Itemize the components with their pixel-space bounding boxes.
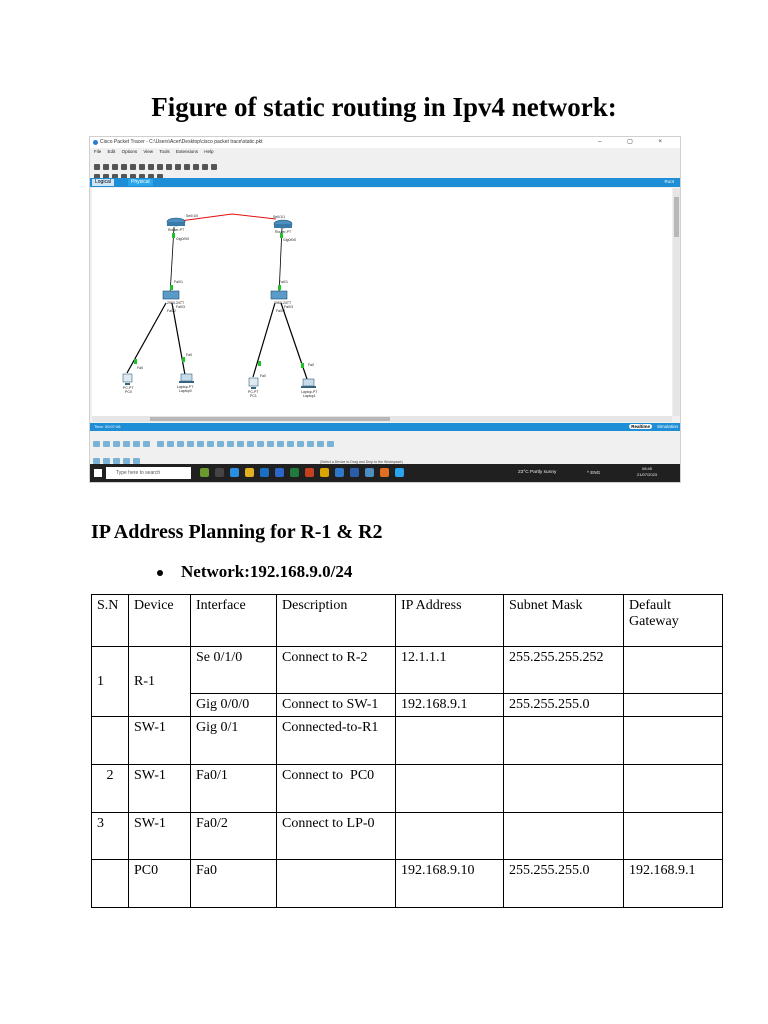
packet-tracer-screenshot: [89, 136, 681, 483]
cell-mask: 255.255.255.252: [504, 647, 624, 694]
cell-gateway: [624, 717, 723, 765]
cell-ip: [396, 765, 504, 813]
r1-serial-label: Se0/1/0: [186, 214, 199, 218]
pc1-port-label: Fa0: [260, 374, 267, 378]
header-subnet-mask: Subnet Mask: [504, 595, 624, 647]
switch-sw2[interactable]: [271, 291, 287, 299]
cell-mask: 255.255.255.0: [504, 694, 624, 717]
device-model-icon[interactable]: [327, 441, 334, 447]
taskbar-clock[interactable]: [637, 466, 657, 478]
lp0-port-label: Fa0: [186, 353, 193, 357]
ip-address-table: [91, 594, 723, 908]
menu-tools[interactable]: Tools: [159, 149, 170, 154]
cell-description: Connected-to-R1: [277, 717, 396, 765]
cell-description: Connect to LP-0: [277, 813, 396, 860]
cell-description: Connect to R-2: [277, 647, 396, 694]
menu-view[interactable]: View: [143, 149, 154, 154]
cell-device: PC0: [129, 860, 191, 908]
edge-icon[interactable]: [230, 468, 239, 477]
menu-file[interactable]: File: [94, 149, 102, 154]
cell-sn: [92, 717, 129, 765]
windows-start-icon[interactable]: [94, 469, 102, 477]
switch-category-icon[interactable]: [103, 441, 110, 447]
device-model-icon[interactable]: [287, 441, 294, 447]
mail-icon[interactable]: [275, 468, 284, 477]
device-model-icon[interactable]: [177, 441, 184, 447]
r2-serial-label: Se0/1/1: [273, 215, 286, 219]
device-model-icon[interactable]: [247, 441, 254, 447]
word-icon[interactable]: [350, 468, 359, 477]
cell-sn: 3: [92, 813, 129, 860]
drag-drop-hint: (Select a Device to Drag and Drop to the Workspace): [320, 460, 403, 464]
table-row: [92, 717, 723, 765]
menu-help[interactable]: Help: [204, 149, 214, 154]
device-model-icon[interactable]: [207, 441, 214, 447]
chrome-icon[interactable]: [320, 468, 329, 477]
cell-device: SW-1: [129, 765, 191, 813]
menu-extensions[interactable]: Extensions: [175, 149, 198, 154]
lp1-name-label: Laptop1: [303, 394, 316, 398]
vertical-scroll-thumb[interactable]: [674, 197, 679, 237]
pc1-name-label: PC1: [250, 394, 257, 398]
cell-mask: [504, 813, 624, 860]
tab-physical[interactable]: Physical: [128, 179, 153, 186]
vscode-icon[interactable]: [335, 468, 344, 477]
cell-sn: 1: [92, 647, 129, 717]
lp1-type-label: Laptop-PT: [301, 390, 318, 394]
cell-gateway: [624, 765, 723, 813]
vlc-icon[interactable]: [380, 468, 389, 477]
cell-ip: [396, 813, 504, 860]
device-model-icon[interactable]: [237, 441, 244, 447]
security-category-icon[interactable]: [133, 441, 140, 447]
header-default-gateway: Default Gateway: [624, 595, 723, 647]
horizontal-scroll-thumb[interactable]: [150, 417, 390, 421]
r1-type-label: Router-PT: [168, 228, 185, 232]
cell-gateway: [624, 694, 723, 717]
taskbar-apps: [200, 468, 410, 479]
cell-interface: Fa0/1: [191, 765, 277, 813]
sw2-type-label: 2960-24TT: [274, 301, 292, 305]
window-title: Cisco Packet Tracer - C:\Users\Acer\Desktop\cisco packet trace\static.pkt: [100, 139, 263, 145]
avocado-app-icon[interactable]: [200, 468, 209, 477]
switch-sw1[interactable]: [163, 291, 179, 299]
table-row: [92, 647, 723, 694]
device-model-icon[interactable]: [227, 441, 234, 447]
lp0-name-label: Laptop0: [179, 389, 192, 393]
simulation-mode-button[interactable]: Simulation: [656, 424, 678, 429]
packet-tracer-taskbar-icon[interactable]: [395, 468, 404, 477]
system-tray[interactable]: ^ ENG: [587, 470, 601, 475]
pc0-name-label: PC0: [125, 390, 132, 394]
file-explorer-icon[interactable]: [245, 468, 254, 477]
header-ip-address: IP Address: [396, 595, 504, 647]
device-model-icon[interactable]: [157, 441, 164, 447]
wan-category-icon[interactable]: [143, 441, 150, 447]
cell-mask: [504, 717, 624, 765]
windows-taskbar: [90, 464, 680, 482]
cell-interface: Fa0: [191, 860, 277, 908]
cell-description: Connect to SW-1: [277, 694, 396, 717]
cell-ip: [396, 717, 504, 765]
link-sw2-pc1[interactable]: [253, 303, 275, 377]
realtime-mode-button[interactable]: Realtime: [631, 424, 650, 429]
pc1-type-label: PC-PT: [248, 390, 259, 394]
section-title: IP Address Planning for R-1 & R2: [91, 521, 383, 543]
topology-diagram: [90, 137, 680, 423]
cell-ip: 192.168.9.1: [396, 694, 504, 717]
root-label[interactable]: Root: [664, 179, 674, 184]
time-bar: [90, 423, 680, 431]
tab-logical[interactable]: Logical: [92, 179, 114, 186]
clock-date: 21/07/2023: [637, 472, 658, 477]
sw2-fa03-label: Fa0/3: [284, 305, 293, 309]
pc1-device[interactable]: [249, 378, 258, 389]
device-category-row: [93, 434, 337, 442]
menu-edit[interactable]: Edit: [107, 149, 116, 154]
device-model-icon[interactable]: [257, 441, 264, 447]
app-icon[interactable]: [365, 468, 374, 477]
cell-device: R-1: [129, 647, 191, 717]
cell-interface: Se 0/1/0: [191, 647, 277, 694]
window-controls[interactable]: – ▢ ×: [598, 139, 674, 145]
wireless-category-icon[interactable]: [123, 441, 130, 447]
device-model-icon[interactable]: [307, 441, 314, 447]
router-r1[interactable]: [167, 218, 185, 226]
r2-gig-label: Gig0/0/0: [283, 238, 297, 242]
pc0-port-label: Fa0: [137, 366, 144, 370]
sim-time: Time: 00:07:06: [94, 424, 121, 429]
header-sn: S.N: [92, 595, 129, 647]
sw1-fa03-label: Fa0/3: [176, 305, 185, 309]
table-header-row: [92, 595, 723, 647]
cell-interface: Gig 0/0/0: [191, 694, 277, 717]
router-category-icon[interactable]: [93, 441, 100, 447]
device-subcategory-row: [93, 451, 143, 459]
cell-ip: 192.168.9.10: [396, 860, 504, 908]
device-model-icon[interactable]: [187, 441, 194, 447]
menu-options[interactable]: Options: [121, 149, 138, 154]
sw1-fa02-label: Fa0/2: [167, 309, 176, 313]
excel-icon[interactable]: [290, 468, 299, 477]
cell-device: SW-1: [129, 813, 191, 860]
device-model-icon[interactable]: [317, 441, 324, 447]
r1-gig-label: Gig0/0/0: [176, 237, 190, 241]
powerpoint-icon[interactable]: [305, 468, 314, 477]
cell-gateway: [624, 813, 723, 860]
header-interface: Interface: [191, 595, 277, 647]
figure-title: Figure of static routing in Ipv4 network:: [151, 92, 617, 122]
cell-interface: Gig 0/1: [191, 717, 277, 765]
weather-widget[interactable]: 23°C Partly sunny: [518, 470, 557, 475]
table-row: [92, 765, 723, 813]
network-text: Network:192.168.9.0/24: [181, 562, 353, 581]
cell-device: SW-1: [129, 717, 191, 765]
device-model-icon[interactable]: [197, 441, 204, 447]
link-sw1-pc0[interactable]: [127, 303, 166, 373]
cell-sn: 2: [92, 765, 129, 813]
store-icon[interactable]: [260, 468, 269, 477]
sw2-fa02-label: Fa0/2: [276, 309, 285, 313]
device-model-icon[interactable]: [297, 441, 304, 447]
laptop1-device[interactable]: [301, 379, 316, 388]
sw2-fa01-label: Fa0/1: [279, 280, 288, 284]
header-device: Device: [129, 595, 191, 647]
router-r2[interactable]: [274, 220, 292, 228]
table-row: [92, 860, 723, 908]
cell-description: Connect to PC0: [277, 765, 396, 813]
lp1-port-label: Fa0: [308, 363, 315, 367]
clock-time: 08:45: [642, 466, 653, 471]
hub-category-icon[interactable]: [113, 441, 120, 447]
cell-sn: [92, 860, 129, 908]
device-model-icon[interactable]: [267, 441, 274, 447]
pc0-type-label: PC-PT: [123, 386, 134, 390]
bullet-dot: [157, 570, 163, 576]
link-sw1-lp0[interactable]: [172, 303, 185, 375]
cell-ip: 12.1.1.1: [396, 647, 504, 694]
device-model-icon[interactable]: [277, 441, 284, 447]
device-model-icon[interactable]: [167, 441, 174, 447]
device-model-icon[interactable]: [217, 441, 224, 447]
laptop0-device[interactable]: [179, 374, 194, 383]
r2-type-label: Router-PT: [275, 230, 292, 234]
cell-interface: Fa0/2: [191, 813, 277, 860]
taskbar-search-input[interactable]: Type here to search: [106, 467, 191, 479]
sw1-type-label: 2960-24TT: [167, 301, 185, 305]
pc0-device[interactable]: [123, 374, 132, 385]
cell-description: [277, 860, 396, 908]
header-description: Description: [277, 595, 396, 647]
lp0-type-label: Laptop-PT: [177, 385, 194, 389]
cell-gateway: [624, 647, 723, 694]
cell-mask: 255.255.255.0: [504, 860, 624, 908]
sw1-fa01-label: Fa0/1: [174, 280, 183, 284]
cell-mask: [504, 765, 624, 813]
task-view-icon[interactable]: [215, 468, 224, 477]
cell-gateway: 192.168.9.1: [624, 860, 723, 908]
table-row: [92, 813, 723, 860]
